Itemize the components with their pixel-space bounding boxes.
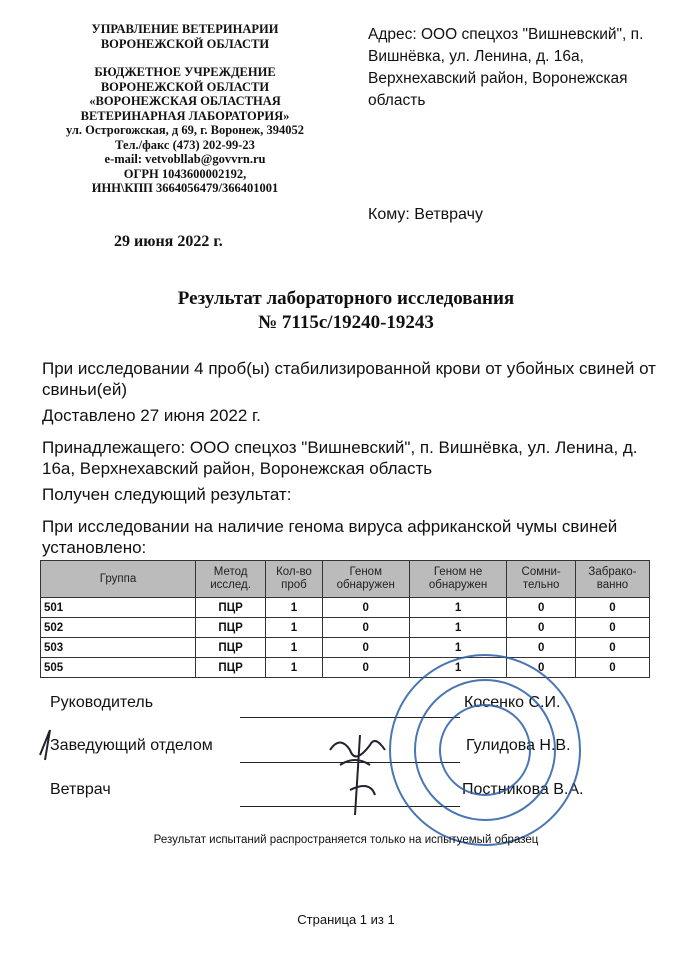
table-row	[41, 598, 650, 618]
table-cell: 0	[575, 598, 649, 618]
report-number: № 7115с/19240-19243	[258, 312, 434, 333]
org-line: БЮДЖЕТНОЕ УЧРЕЖДЕНИЕ	[94, 65, 276, 79]
signature-name: Косенко С.И.	[464, 694, 561, 711]
table-cell: 1	[409, 618, 507, 638]
table-cell: 0	[507, 658, 576, 678]
signature-name: Гулидова Н.В.	[466, 737, 571, 754]
signature-name: Постникова В.А.	[462, 781, 584, 798]
table-cell: 0	[507, 638, 576, 658]
table-cell: 0	[575, 658, 649, 678]
org-line: Тел./факс (473) 202-99-23	[115, 137, 255, 152]
table-cell: 1	[266, 598, 323, 618]
table-cell: 505	[41, 658, 196, 678]
document-title	[0, 287, 692, 335]
table-cell: 1	[409, 638, 507, 658]
column-header: Геном не обнаружен	[409, 561, 507, 598]
recipient-address: Адрес: ООО спецхоз "Вишневский", п. Вишнёвка, ул. Ленина, д. 16а, Верхнехавский район, Воронежская область	[368, 26, 644, 109]
document-date: 29 июня 2022 г.	[114, 233, 223, 250]
org-line: ОГРН 1043600002192,	[123, 166, 247, 181]
table-cell: 0	[322, 638, 409, 658]
table-row	[41, 618, 650, 638]
paragraph: При исследовании 4 проб(ы) стабилизированной крови от убойных свиней от свиньи(ей)	[42, 359, 656, 399]
paragraph: Принадлежащего: ООО спецхоз "Вишневский", п. Вишнёвка, ул. Ленина, д. 16а, Верхнехавский район, Воронежская область	[42, 438, 638, 478]
table-cell: ПЦР	[196, 658, 266, 678]
column-header: Метод исслед.	[196, 561, 266, 598]
page-number: Страница 1 из 1	[297, 912, 395, 927]
org-line: «ВОРОНЕЖСКАЯ ОБЛАСТНАЯ	[89, 94, 281, 108]
table-cell: ПЦР	[196, 618, 266, 638]
table-cell: ПЦР	[196, 598, 266, 618]
footer-note: Результат испытаний распространяется только на испытуемый образец	[153, 834, 539, 846]
signature-role: Руководитель	[50, 694, 154, 711]
org-line: ВЕТЕРИНАРНАЯ ЛАБОРАТОРИЯ»	[80, 108, 290, 123]
table-cell: 1	[266, 638, 323, 658]
table-cell: 502	[41, 618, 196, 638]
title-line: Результат лабораторного исследования	[177, 288, 515, 309]
table-cell: 1	[266, 658, 323, 678]
column-header: Забрако-ванно	[575, 561, 649, 598]
table-cell: 0	[507, 598, 576, 618]
handwritten-signature	[30, 720, 410, 830]
table-cell: 1	[409, 598, 507, 618]
table-cell: 0	[322, 658, 409, 678]
column-header: Сомни-тельно	[507, 561, 576, 598]
column-header: Кол-во проб	[266, 561, 323, 598]
column-header: Группа	[41, 561, 196, 598]
signature-role: Заведующий отделом	[50, 737, 213, 754]
paragraph: При исследовании на наличие генома вируса африканской чумы свиней установлено:	[42, 517, 618, 557]
table-cell: 1	[266, 618, 323, 638]
signature-role: Ветврач	[50, 781, 111, 798]
organization-header	[40, 22, 330, 196]
org-line: ул. Острогожская, д 69, г. Воронеж, 394052	[65, 123, 304, 137]
org-line: ВОРОНЕЖСКОЙ ОБЛАСТИ	[100, 36, 270, 51]
table-cell: 0	[322, 598, 409, 618]
org-line: УПРАВЛЕНИЕ ВЕТЕРИНАРИИ	[91, 22, 279, 36]
paragraph: Доставлено 27 июня 2022 г.	[42, 406, 261, 425]
org-line: e-mail: vetvobllab@govvrn.ru	[104, 152, 266, 166]
org-line: ВОРОНЕЖСКОЙ ОБЛАСТИ	[100, 79, 270, 94]
org-line: ИНН\КПП 3664056479/366401001	[91, 181, 279, 195]
table-cell: 503	[41, 638, 196, 658]
column-header: Геном обнаружен	[322, 561, 409, 598]
table-cell: 0	[507, 618, 576, 638]
official-stamp	[385, 650, 585, 850]
table-cell: ПЦР	[196, 638, 266, 658]
table-cell: 0	[575, 618, 649, 638]
table-cell: 501	[41, 598, 196, 618]
table-cell: 1	[409, 658, 507, 678]
table-cell: 0	[575, 638, 649, 658]
paragraph: Получен следующий результат:	[42, 485, 292, 504]
recipient: Кому: Ветврачу	[368, 206, 483, 223]
table-cell: 0	[322, 618, 409, 638]
